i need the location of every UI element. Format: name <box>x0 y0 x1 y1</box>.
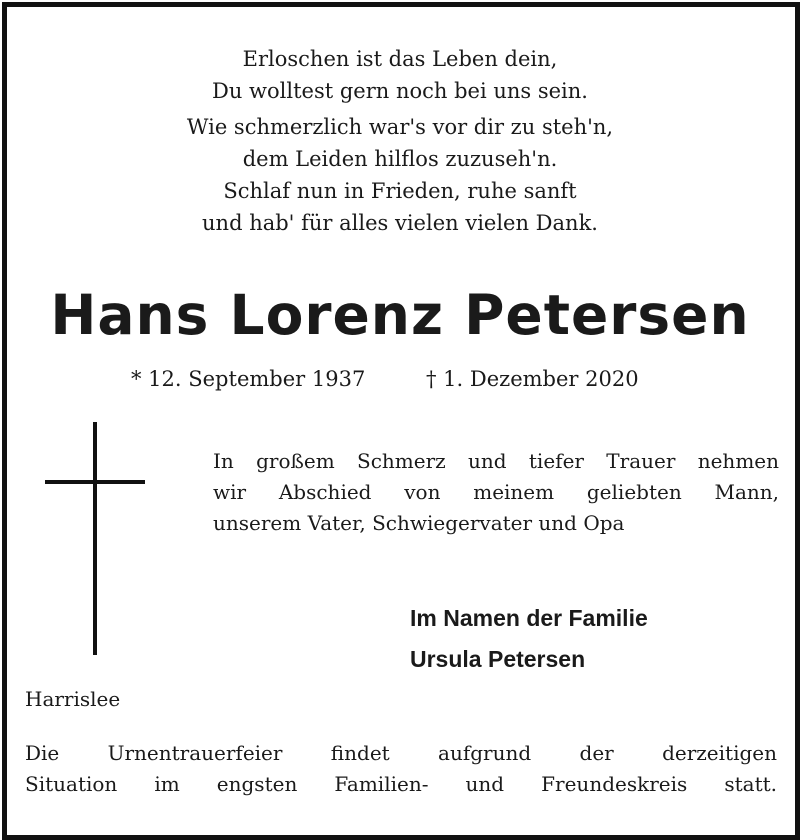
mourning-message <box>213 446 779 539</box>
poem-line: Du wolltest gern noch bei uns sein. <box>212 79 588 103</box>
poem-stanza-2 <box>0 111 800 239</box>
poem-line: und hab' für alles vielen vielen Dank. <box>202 211 598 235</box>
poem-line: dem Leiden hilflos zuzuseh'n. <box>242 147 558 171</box>
poem-line: Wie schmerzlich war's vor dir zu steh'n, <box>186 115 614 139</box>
ceremony-notice <box>25 738 777 800</box>
cross-horizontal-bar <box>45 480 145 484</box>
place-name: Harrislee <box>25 687 121 711</box>
poem-line: Erloschen ist das Leben dein, <box>242 47 558 71</box>
birth-date: * 12. September 1937 <box>131 367 366 391</box>
message-line: unserem Vater, Schwiegervater und Opa <box>213 511 625 535</box>
poem-line: Schlaf nun in Frieden, ruhe sanft <box>223 179 577 203</box>
footer-line: Die Urnentrauerfeier findet aufgrund der derzeitigen <box>25 741 777 765</box>
signature-line: Im Namen der Familie <box>410 605 648 631</box>
poem-stanza-1 <box>0 43 800 107</box>
family-signature <box>410 598 648 680</box>
signature-line: Ursula Petersen <box>410 646 586 672</box>
deceased-name: Hans Lorenz Petersen <box>50 283 750 347</box>
death-date: † 1. Dezember 2020 <box>426 367 639 391</box>
cross-vertical-bar <box>93 422 97 655</box>
message-line: wir Abschied von meinem geliebten Mann, <box>213 480 779 504</box>
footer-line: Situation im engsten Familien- und Freundeskreis statt. <box>25 772 777 796</box>
message-line: In großem Schmerz und tiefer Trauer nehmen <box>213 449 779 473</box>
